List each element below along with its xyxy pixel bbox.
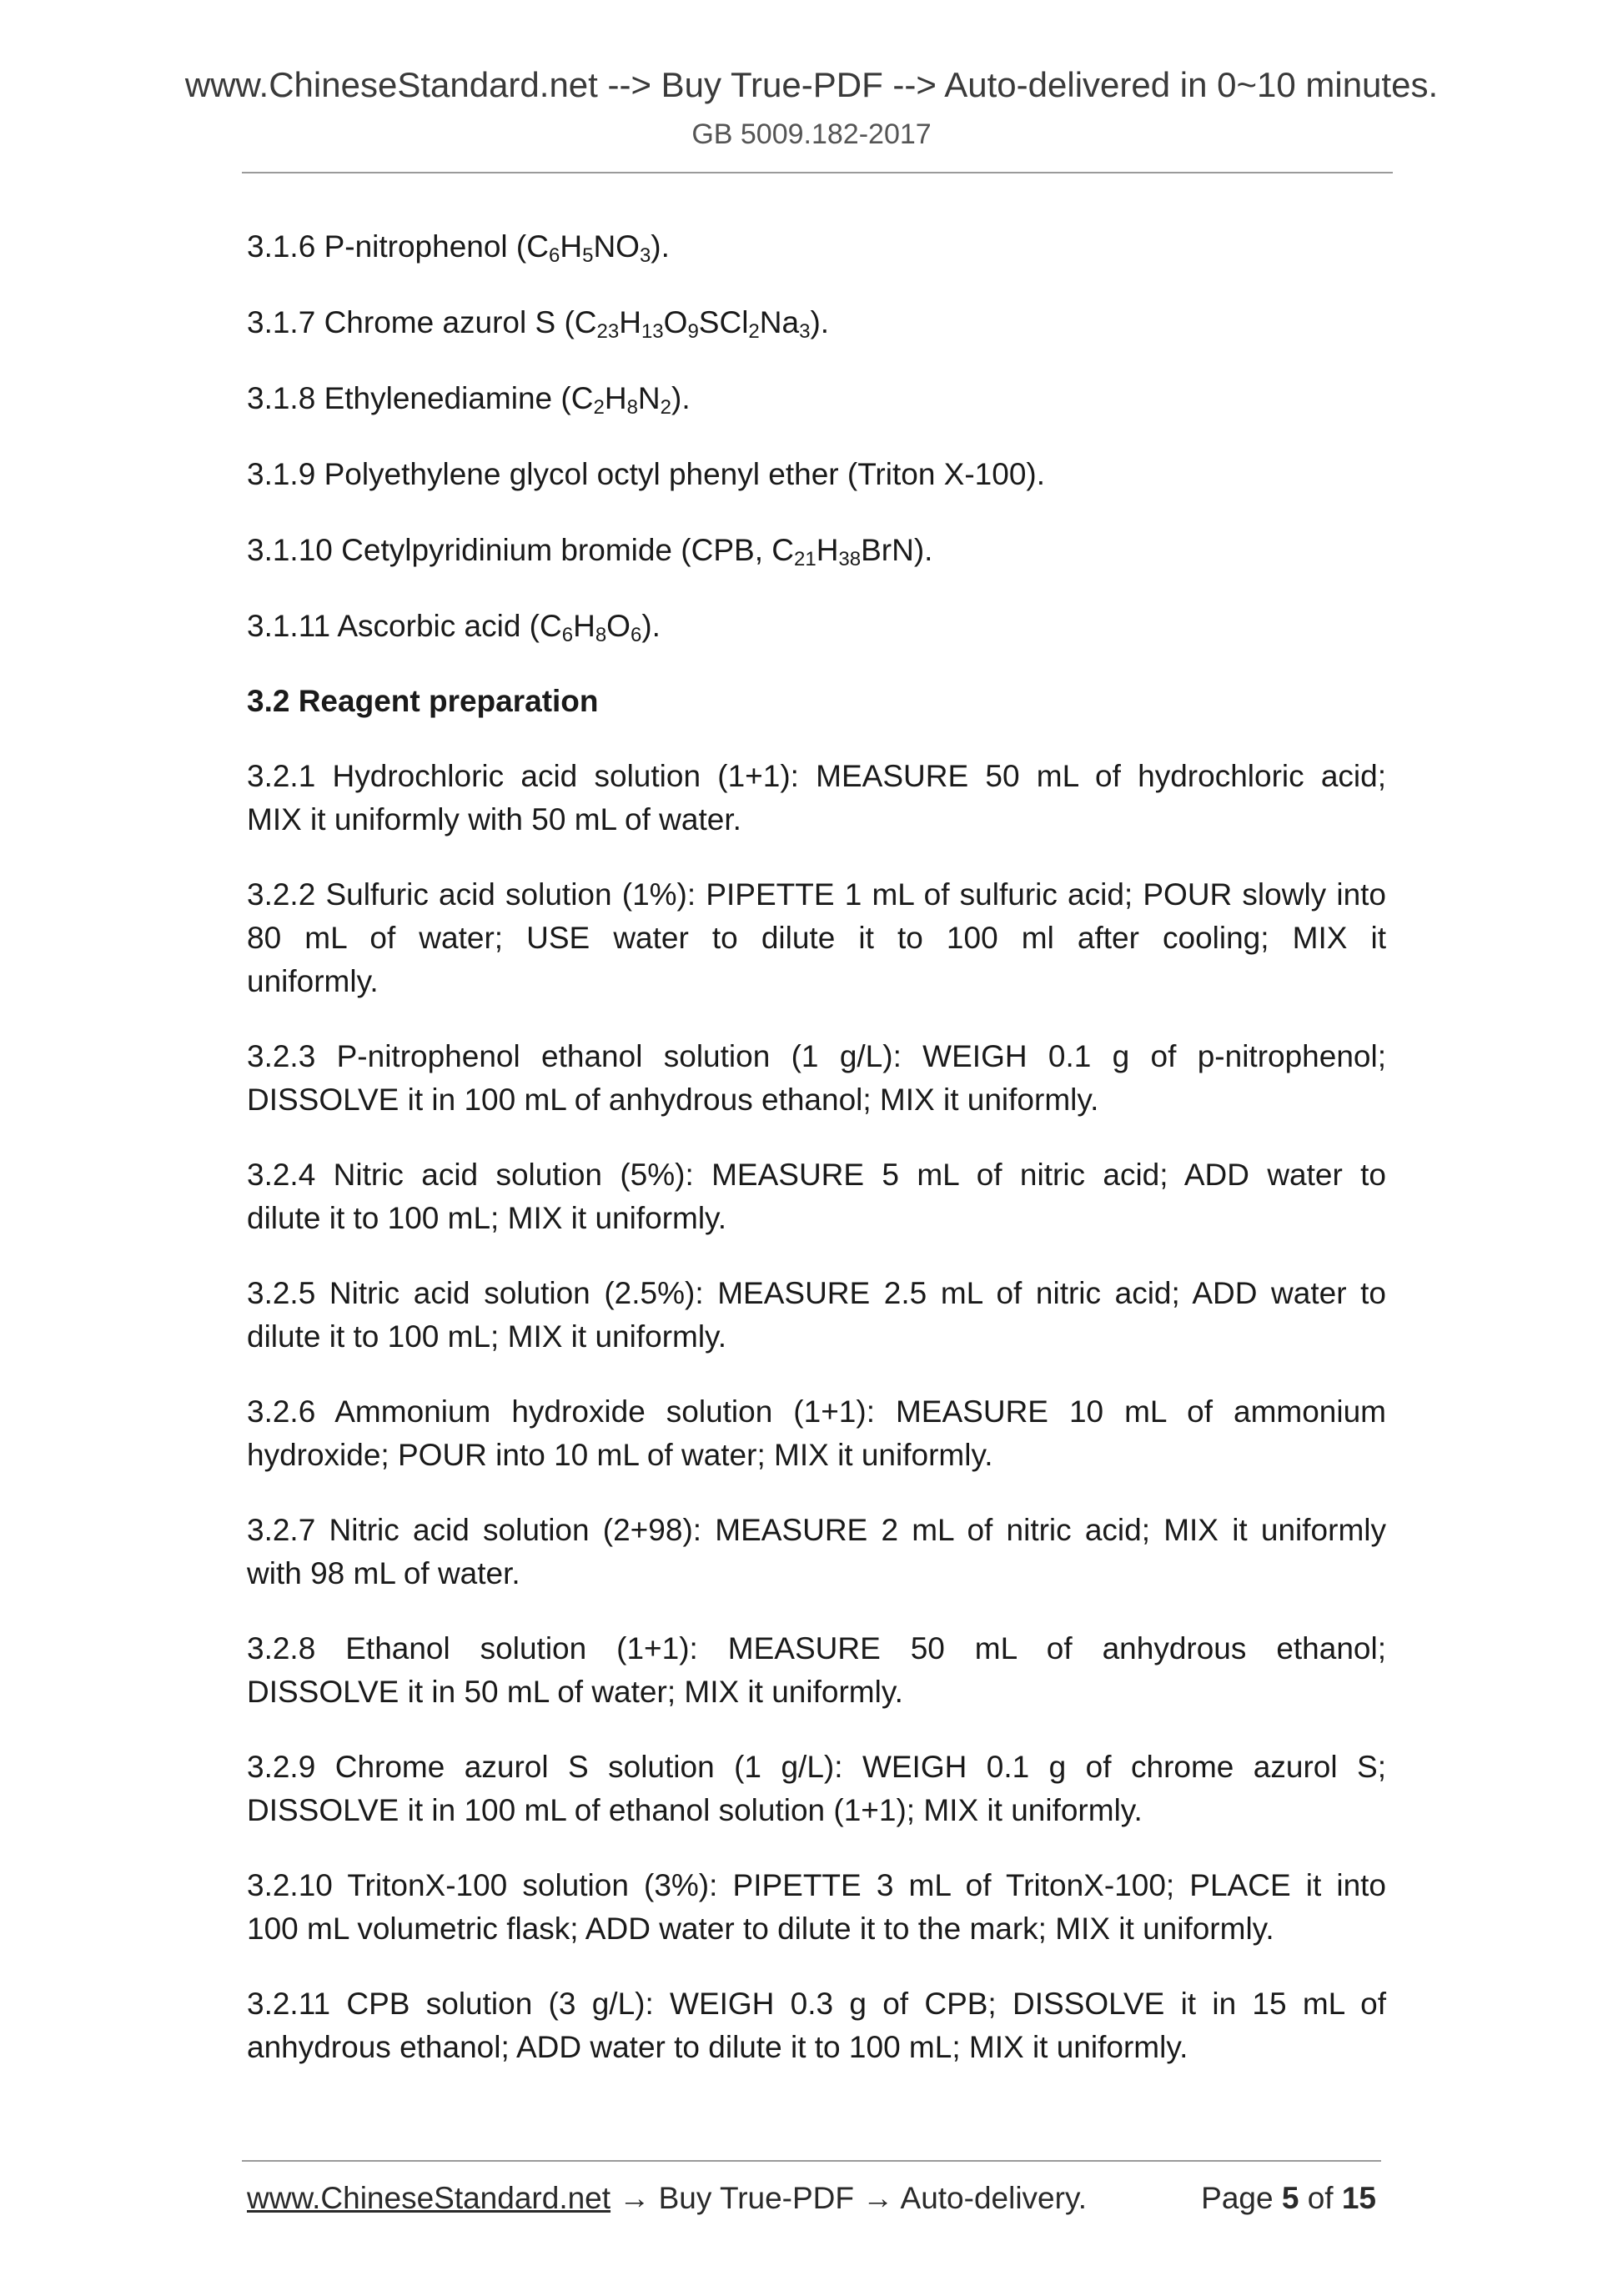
paragraph-3-2-2: 3.2.2 Sulfuric acid solution (1%): PIPETTE 1 mL of sulfuric acid; POUR slowly into 80 mL of water; USE water to dilute it to 100 ml after cooling; MIX it uniformly. bbox=[247, 877, 1386, 998]
paragraph-3-2-7: 3.2.7 Nitric acid solution (2+98): MEASURE 2 mL of nitric acid; MIX it uniformly with 98 mL of water. bbox=[247, 1513, 1386, 1590]
paragraph-3-2-3: 3.2.3 P-nitrophenol ethanol solution (1 g/L): WEIGH 0.1 g of p-nitrophenol; DISSOLVE it in 100 mL of anhydrous ethanol; MIX it uniformly. bbox=[247, 1039, 1386, 1117]
item-3-1-11: 3.1.11 Ascorbic acid $(C_6H_8O_6)$. bbox=[247, 609, 661, 646]
footer-left bbox=[247, 2177, 1087, 2220]
item-3-1-9: 3.1.9 Polyethylene glycol octyl phenyl ether (Triton X-100). bbox=[247, 457, 1046, 491]
header-divider bbox=[242, 172, 1393, 173]
paragraph-3-2-11: 3.2.11 CPB solution (3 g/L): WEIGH 0.3 g of CPB; DISSOLVE it in 15 mL of anhydrous ethanol; ADD water to dilute it to 100 mL; MIX it uniformly. bbox=[247, 1987, 1386, 2064]
paragraph-3-2-8: 3.2.8 Ethanol solution (1+1): MEASURE 50 mL of anhydrous ethanol; DISSOLVE it in 50 mL of water; MIX it uniformly. bbox=[247, 1631, 1386, 1709]
paragraph-3-2-4: 3.2.4 Nitric acid solution (5%): MEASURE 5 mL of nitric acid; ADD water to dilute it to 100 mL; MIX it uniformly. bbox=[247, 1158, 1386, 1235]
footer-site-link[interactable]: www.ChineseStandard.net bbox=[247, 2181, 611, 2215]
header-banner: www.ChineseStandard.net --> Buy True-PDF --> Auto-delivered in 0~10 minutes. bbox=[184, 65, 1439, 104]
page-indicator: Page 5 of 15 bbox=[1201, 2181, 1376, 2215]
paragraph-3-2-9: 3.2.9 Chrome azurol S solution (1 g/L): WEIGH 0.1 g of chrome azurol S; DISSOLVE it in 100 mL of ethanol solution (1+1); MIX it uniformly. bbox=[247, 1750, 1386, 1827]
item-3-1-8: 3.1.8 Ethylenediamine $(C_2H_8N_2)$. bbox=[247, 381, 691, 419]
paragraph-3-2-5: 3.2.5 Nitric acid solution (2.5%): MEASURE 2.5 mL of nitric acid; ADD water to dilute it to 100 mL; MIX it uniformly. bbox=[247, 1276, 1386, 1354]
paragraph-3-2-1: 3.2.1 Hydrochloric acid solution (1+1): MEASURE 50 mL of hydrochloric acid; MIX it uniformly with 50 mL of water. bbox=[247, 759, 1386, 837]
footer-tagline: → Buy True-PDF → Auto-delivery. bbox=[611, 2181, 1087, 2215]
footer-divider bbox=[242, 2160, 1381, 2162]
paragraph-3-2-10: 3.2.10 TritonX-100 solution (3%): PIPETTE 3 mL of TritonX-100; PLACE it into 100 mL volumetric flask; ADD water to dilute it to the mark; MIX it uniformly. bbox=[247, 1868, 1386, 1946]
item-3-1-10: 3.1.10 Cetylpyridinium bromide (CPB, $C_{21}H_{38}BrN$). bbox=[247, 533, 933, 570]
item-3-1-7: 3.1.7 Chrome azurol S $(C_{23}H_{13}O_9SCl_2Na_3)$. bbox=[247, 305, 830, 343]
item-3-1-6: 3.1.6 P-nitrophenol $(C_6H_5NO_3)$. bbox=[247, 229, 670, 267]
standard-number: GB 5009.182-2017 bbox=[691, 118, 932, 150]
page-number: 5 bbox=[1281, 2181, 1299, 2215]
paragraph-3-2-6: 3.2.6 Ammonium hydroxide solution (1+1): MEASURE 10 mL of ammonium hydroxide; POUR into 10 mL of water; MIX it uniformly. bbox=[247, 1394, 1386, 1472]
page-total: 15 bbox=[1341, 2181, 1376, 2215]
section-heading: 3.2 Reagent preparation bbox=[247, 684, 599, 718]
